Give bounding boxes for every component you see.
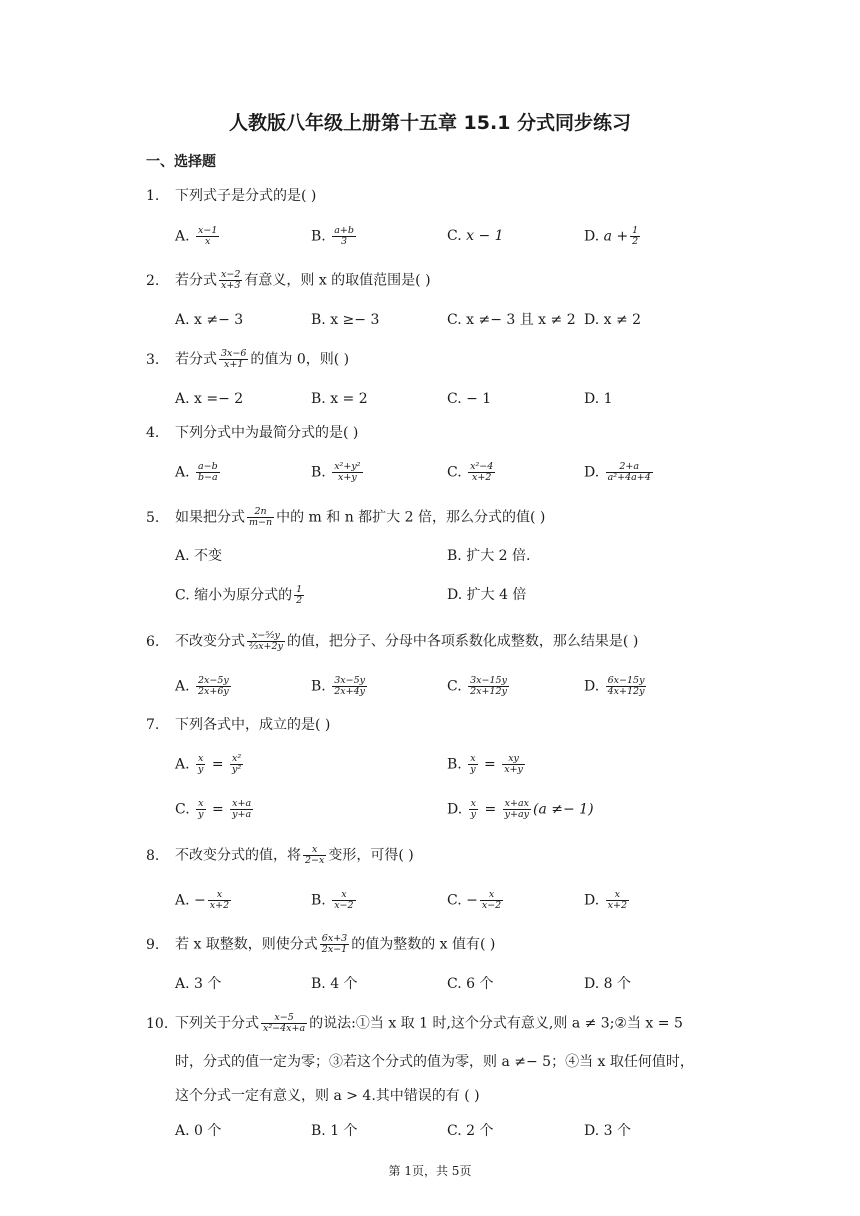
page-title: 人教版八年级上册第十五章 15.1 分式同步练习 — [228, 112, 632, 134]
q7-option-d: D. $\frac{x}{y}$ = $\frac{x+ax}{y+ay}$ (a ≠− 1) — [447, 798, 594, 820]
q3-option-a: A. x =− 2 — [175, 391, 244, 407]
q3-option-c: C. − 1 — [447, 391, 492, 407]
q4-option-d: D. $\frac{2+a}{\text{a²+4a+4}}$ — [584, 461, 651, 483]
q7-option-b: B. $\frac{x}{y}$ = $\frac{xy}{x+y}$ — [447, 753, 523, 775]
question-1: 1. 下列式子是分式的是( ) — [146, 188, 317, 204]
section-heading: 一、选择题 — [146, 154, 216, 170]
question-4: 4. 下列分式中为最简分式的是( ) — [146, 425, 359, 441]
q2-option-d: D. x ≠ 2 — [584, 312, 642, 328]
question-9: 9. 若 x 取整数，则使分式 $\frac{6x+3}{2x-1}$ 的值为整数的 x 值有( ) — [146, 933, 496, 955]
q4-option-a: A. $\frac{a-b}{b-a}$ — [175, 461, 218, 483]
q1-option-c: C. x − 1 — [447, 228, 504, 244]
q1-option-b: B. $\frac{a+b}{3}$ — [311, 225, 354, 247]
q1-option-a: A. $\frac{x-1}{x}$ — [175, 225, 218, 247]
q5-option-a: A. 不变 — [175, 548, 223, 564]
q6-option-a: A. $\frac{2x-5y}{2x+6y}$ — [175, 675, 229, 697]
q1-option-d: D. a + $\frac{1}{2}$ — [584, 225, 639, 247]
q2-option-b: B. x ≥− 3 — [311, 312, 380, 328]
question-8: 8. 不改变分式的值，将 $\frac{x}{2-x}$ 变形，可得( ) — [146, 844, 414, 866]
q9-option-a: A. 3 个 — [175, 976, 222, 992]
q7-option-a: A. $\frac{x}{y}$ = $\frac{\text{x²}}{\text{y²}}$ — [175, 753, 242, 775]
page-footer: 第 1页，共 5页 — [388, 1164, 472, 1178]
question-10-line-3: 这个分式一定有意义，则 a > 4.其中错误的有 ( ) — [175, 1088, 480, 1104]
q4-option-c: C. $\frac{\text{x²−4}}{x+2}$ — [447, 461, 494, 483]
q2-option-a: A. x ≠− 3 — [175, 312, 244, 328]
q8-option-d: D. $\frac{x}{x+2}$ — [584, 889, 628, 911]
q6-option-b: B. $\frac{3x-5y}{2x+4y}$ — [311, 675, 365, 697]
q5-option-d: D. 扩大 4 倍 — [447, 587, 527, 603]
question-2: 2. 若分式 $\frac{x-2}{x+3}$ 有意义，则 x 的取值范围是( ) — [146, 269, 431, 291]
q10-option-a: A. 0 个 — [175, 1123, 222, 1139]
q3-option-d: D. 1 — [584, 391, 613, 407]
question-7: 7. 下列各式中，成立的是( ) — [146, 717, 331, 733]
q2-option-c: C. x ≠− 3 且 x ≠ 2 — [447, 312, 576, 328]
q4-option-b: B. $\frac{\text{x²+y²}}{x+y}$ — [311, 461, 361, 483]
q8-option-a: A. − $\frac{x}{x+2}$ — [175, 889, 230, 911]
q5-option-b: B. 扩大 2 倍. — [447, 548, 531, 564]
q8-option-b: B. $\frac{x}{x-2}$ — [311, 889, 354, 911]
q9-option-d: D. 8 个 — [584, 976, 631, 992]
question-10: 10. 下列关于分式 $\frac{x-5}{\text{x²−4x+a}}$ 的说法:①当 x 取 1 时,这个分式有意义,则 a ≠ 3;②当 x = 5 — [146, 1012, 683, 1034]
q10-option-d: D. 3 个 — [584, 1123, 631, 1139]
question-10-line-2: 时，分式的值一定为零；③若这个分式的值为零，则 a ≠− 5；④当 x 取任何值时， — [175, 1054, 694, 1070]
question-5: 5. 如果把分式 $\frac{2n}{m-n}$ 中的 m 和 n 都扩大 2 倍，那么分式的值( ) — [146, 506, 546, 528]
question-6: 6. 不改变分式 $\frac{\text{x−⁵⁄₂y}}{\text{²⁄₃x+2y}}$ 的值，把分子、分母中各项系数化成整数，那么结果是( ) — [146, 630, 639, 652]
q9-option-b: B. 4 个 — [311, 976, 358, 992]
q8-option-c: C. − $\frac{x}{x-2}$ — [447, 889, 502, 911]
q6-option-c: C. $\frac{3x-15y}{2x+12y}$ — [447, 675, 507, 697]
q10-option-b: B. 1 个 — [311, 1123, 358, 1139]
q10-option-c: C. 2 个 — [447, 1123, 494, 1139]
q7-option-c: C. $\frac{x}{y}$ = $\frac{x+a}{y+a}$ — [175, 798, 252, 820]
q9-option-c: C. 6 个 — [447, 976, 494, 992]
q6-option-d: D. $\frac{6x-15y}{4x+12y}$ — [584, 675, 645, 697]
q5-option-c: C. 缩小为原分式的 $\frac{1}{2}$ — [175, 584, 303, 606]
question-3: 3. 若分式 $\frac{3x-6}{x+1}$ 的值为 0，则( ) — [146, 348, 350, 370]
q3-option-b: B. x = 2 — [311, 391, 368, 407]
